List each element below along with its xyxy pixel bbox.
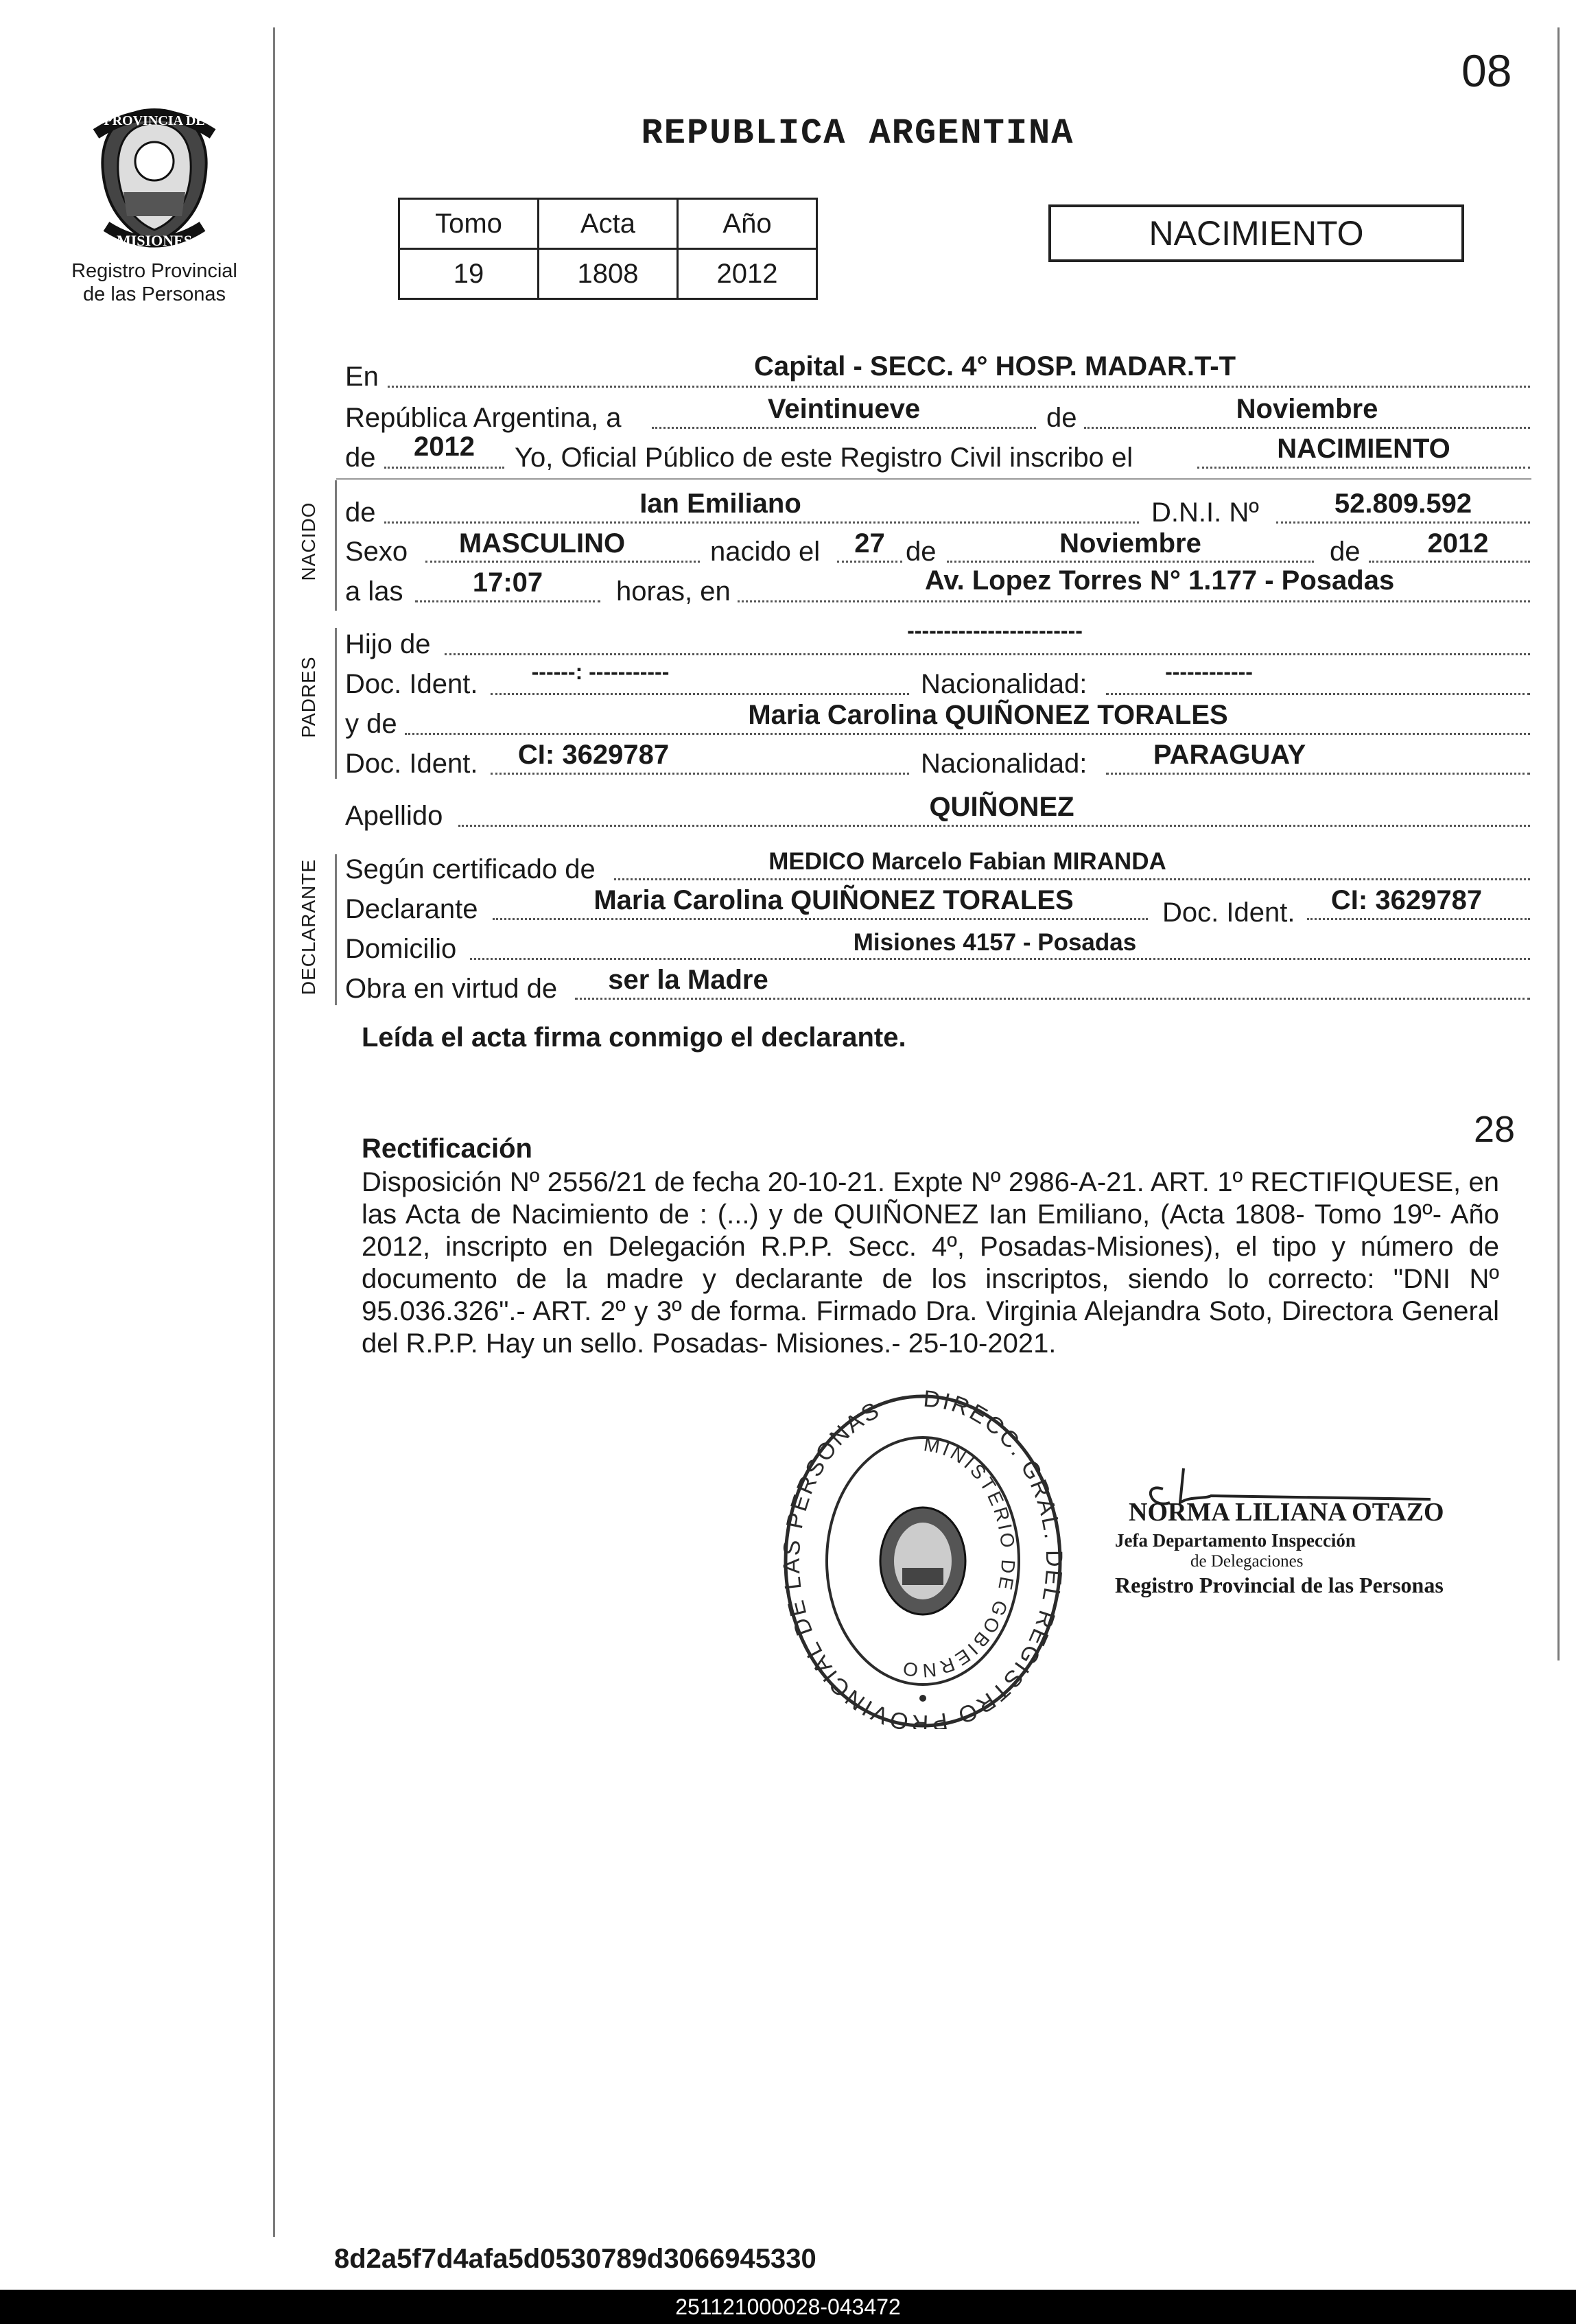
dots xyxy=(1307,918,1530,920)
record-type-box: NACIMIENTO xyxy=(1048,204,1464,262)
registry-name-line1: Registro Provincial xyxy=(71,260,237,282)
value-nac-anio: 2012 xyxy=(1427,528,1489,559)
value-domicilio: Misiones 4157 - Posadas xyxy=(853,929,1137,956)
signature-title3: Registro Provincial de las Personas xyxy=(1115,1573,1444,1597)
document-hash: 8d2a5f7d4afa5d0530789d3066945330 xyxy=(334,2244,816,2274)
header-acta: Acta xyxy=(539,199,678,249)
label-apellido: Apellido xyxy=(345,801,443,831)
rectification-number: 28 xyxy=(1474,1109,1516,1150)
label-de-anio: de xyxy=(345,443,376,473)
value-mes: Noviembre xyxy=(1236,394,1378,424)
value-sexo: MASCULINO xyxy=(458,528,626,559)
footer-bar xyxy=(0,2290,1576,2324)
dots xyxy=(384,467,504,469)
value-dia: Veintinueve xyxy=(767,394,921,424)
dots xyxy=(388,386,1530,388)
registry-name-line2: de las Personas xyxy=(83,283,226,305)
rectification-title: Rectificación xyxy=(362,1134,532,1164)
official-stamp xyxy=(779,1386,1067,1729)
side-label-nacido: NACIDO xyxy=(298,502,319,581)
label-y-de: y de xyxy=(345,709,397,739)
value-acta: 1808 xyxy=(539,249,678,299)
value-nac-mes: Noviembre xyxy=(1059,528,1201,559)
label-doc-ident-declarante: Doc. Ident. xyxy=(1162,897,1295,928)
label-de-nombre: de xyxy=(345,497,376,528)
registry-name xyxy=(41,259,268,306)
dots xyxy=(1106,693,1530,695)
dots xyxy=(493,918,1148,920)
label-dni: D.N.I. Nº xyxy=(1151,497,1259,528)
value-madre: Maria Carolina QUIÑONEZ TORALES xyxy=(748,700,1228,730)
stamp-icon xyxy=(779,1386,1067,1729)
signature-title2: de Delegaciones xyxy=(1190,1552,1304,1571)
registry-logo xyxy=(82,96,226,254)
side-label-padres: PADRES xyxy=(298,656,319,738)
dots xyxy=(1106,773,1530,775)
value-hora: 17:07 xyxy=(472,567,543,598)
value-obra: ser la Madre xyxy=(608,965,768,995)
value-nombre: Ian Emiliano xyxy=(639,489,801,519)
label-segun: Según certificado de xyxy=(345,854,596,884)
label-yo: Yo, Oficial Público de este Registro Civil inscribo el xyxy=(515,443,1133,473)
svg-text:MISIONES: MISIONES xyxy=(116,232,193,249)
value-certificado: MEDICO Marcelo Fabian MIRANDA xyxy=(768,848,1166,875)
dots xyxy=(1084,427,1530,429)
label-de-nac-anio: de xyxy=(1330,537,1361,567)
dots xyxy=(405,733,1530,735)
dots xyxy=(1197,467,1530,469)
dots xyxy=(491,773,909,775)
dots xyxy=(384,521,1139,524)
value-padre-nac: ------------ xyxy=(1165,659,1253,684)
footer-code: 251121000028-043472 xyxy=(675,2294,901,2319)
label-horas-en: horas, en xyxy=(616,576,731,607)
label-sexo: Sexo xyxy=(345,537,408,567)
dots xyxy=(425,561,700,563)
value-lugar: Capital - SECC. 4° HOSP. MADAR.T-T xyxy=(753,351,1236,382)
svg-text:PROVINCIA DE: PROVINCIA DE xyxy=(104,113,205,128)
dots xyxy=(947,561,1314,563)
dots xyxy=(491,693,909,695)
value-padre: ------------------------ xyxy=(907,618,1083,643)
value-padre-doc: ------: ----------- xyxy=(531,659,670,684)
signature-title1: Jefa Departamento Inspección xyxy=(1115,1530,1356,1551)
label-a-las: a las xyxy=(345,576,403,607)
value-declarante: Maria Carolina QUIÑONEZ TORALES xyxy=(593,885,1074,915)
value-anio: 2012 xyxy=(678,249,817,299)
signature-name: NORMA LILIANA OTAZO xyxy=(1129,1498,1444,1527)
section-bar xyxy=(335,480,337,611)
value-declarante-doc: CI: 3629787 xyxy=(1330,885,1483,915)
side-label-declarante: DECLARANTE xyxy=(298,858,319,996)
label-doc-ident-madre: Doc. Ident. xyxy=(345,749,478,779)
label-nacido-el: nacido el xyxy=(710,537,821,567)
misiones-seal-icon xyxy=(82,96,226,254)
value-tomo: 19 xyxy=(399,249,539,299)
signature-block xyxy=(1115,1462,1472,1619)
record-table xyxy=(398,198,818,300)
value-madre-nac: PARAGUAY xyxy=(1153,740,1306,770)
value-apellido: QUIÑONEZ xyxy=(929,792,1074,822)
label-declarante: Declarante xyxy=(345,894,478,924)
label-republica: República Argentina, a xyxy=(345,403,622,433)
dots xyxy=(575,998,1530,1000)
dots xyxy=(614,878,1530,880)
value-dni: 52.809.592 xyxy=(1334,489,1472,519)
dots xyxy=(415,600,600,602)
label-doc-ident-padre: Doc. Ident. xyxy=(345,669,478,699)
value-anio: 2012 xyxy=(414,432,475,462)
country-title: REPUBLICA ARGENTINA xyxy=(641,113,1074,154)
divider xyxy=(336,478,1531,480)
label-nacionalidad-padre: Nacionalidad: xyxy=(921,669,1087,699)
value-lugar-nac: Av. Lopez Torres N° 1.177 - Posadas xyxy=(924,565,1395,596)
value-tipo: NACIMIENTO xyxy=(1277,434,1450,464)
dots xyxy=(738,600,1530,602)
value-nac-dia: 27 xyxy=(854,528,885,559)
label-obra: Obra en virtud de xyxy=(345,974,558,1004)
dots xyxy=(458,825,1530,827)
dots xyxy=(1276,521,1530,524)
section-bar xyxy=(335,628,337,779)
rectification-body: Disposición Nº 2556/21 de fecha 20-10-21. Expte Nº 2986-A-21. ART. 1º RECTIFIQUESE, en las Acta de Nacimiento de : (...) y de QUIÑONEZ Ian Emiliano, (Acta 1808- Tomo 19º- Año 2012, inscripto en Delegación R.P.P. Secc. 4º, Posadas-Misiones), el tipo y número de documento de la madre y declarante de los inscriptos, siendo lo correcto: "DNI Nº 95.036.326".- ART. 2º y 3º de forma. Firmado Dra. Virginia Alejandra Soto, Directora General del R.P.P. Hay un sello. Posadas- Misiones.- 25-10-2021. xyxy=(362,1167,1499,1359)
header-anio: Año xyxy=(678,199,817,249)
dots xyxy=(652,427,1036,429)
label-de-nac-mes: de xyxy=(906,537,937,567)
margin-line xyxy=(273,27,275,2237)
label-de-mes: de xyxy=(1046,403,1077,433)
right-edge-line xyxy=(1557,27,1560,1660)
closing-text: Leída el acta firma conmigo el declarante. xyxy=(362,1022,906,1053)
value-madre-doc: CI: 3629787 xyxy=(517,740,670,770)
label-domicilio: Domicilio xyxy=(345,934,457,964)
section-bar xyxy=(335,854,337,1005)
label-nacionalidad-madre: Nacionalidad: xyxy=(921,749,1087,779)
label-hijo-de: Hijo de xyxy=(345,629,431,659)
header-tomo: Tomo xyxy=(399,199,539,249)
dots xyxy=(1369,561,1530,563)
page-number: 08 xyxy=(1461,45,1512,96)
svg-text:MINISTERIO DE GOBIERNO: MINISTERIO DE GOBIERNO xyxy=(898,1433,1020,1682)
svg-text:DIRECC. GRAL. DEL REGISTRO PRO: DIRECC. GRAL. DEL REGISTRO PROVINCIAL DE LAS PERSONAS xyxy=(779,1386,1067,1729)
dots xyxy=(837,561,902,563)
label-en: En xyxy=(345,362,379,392)
